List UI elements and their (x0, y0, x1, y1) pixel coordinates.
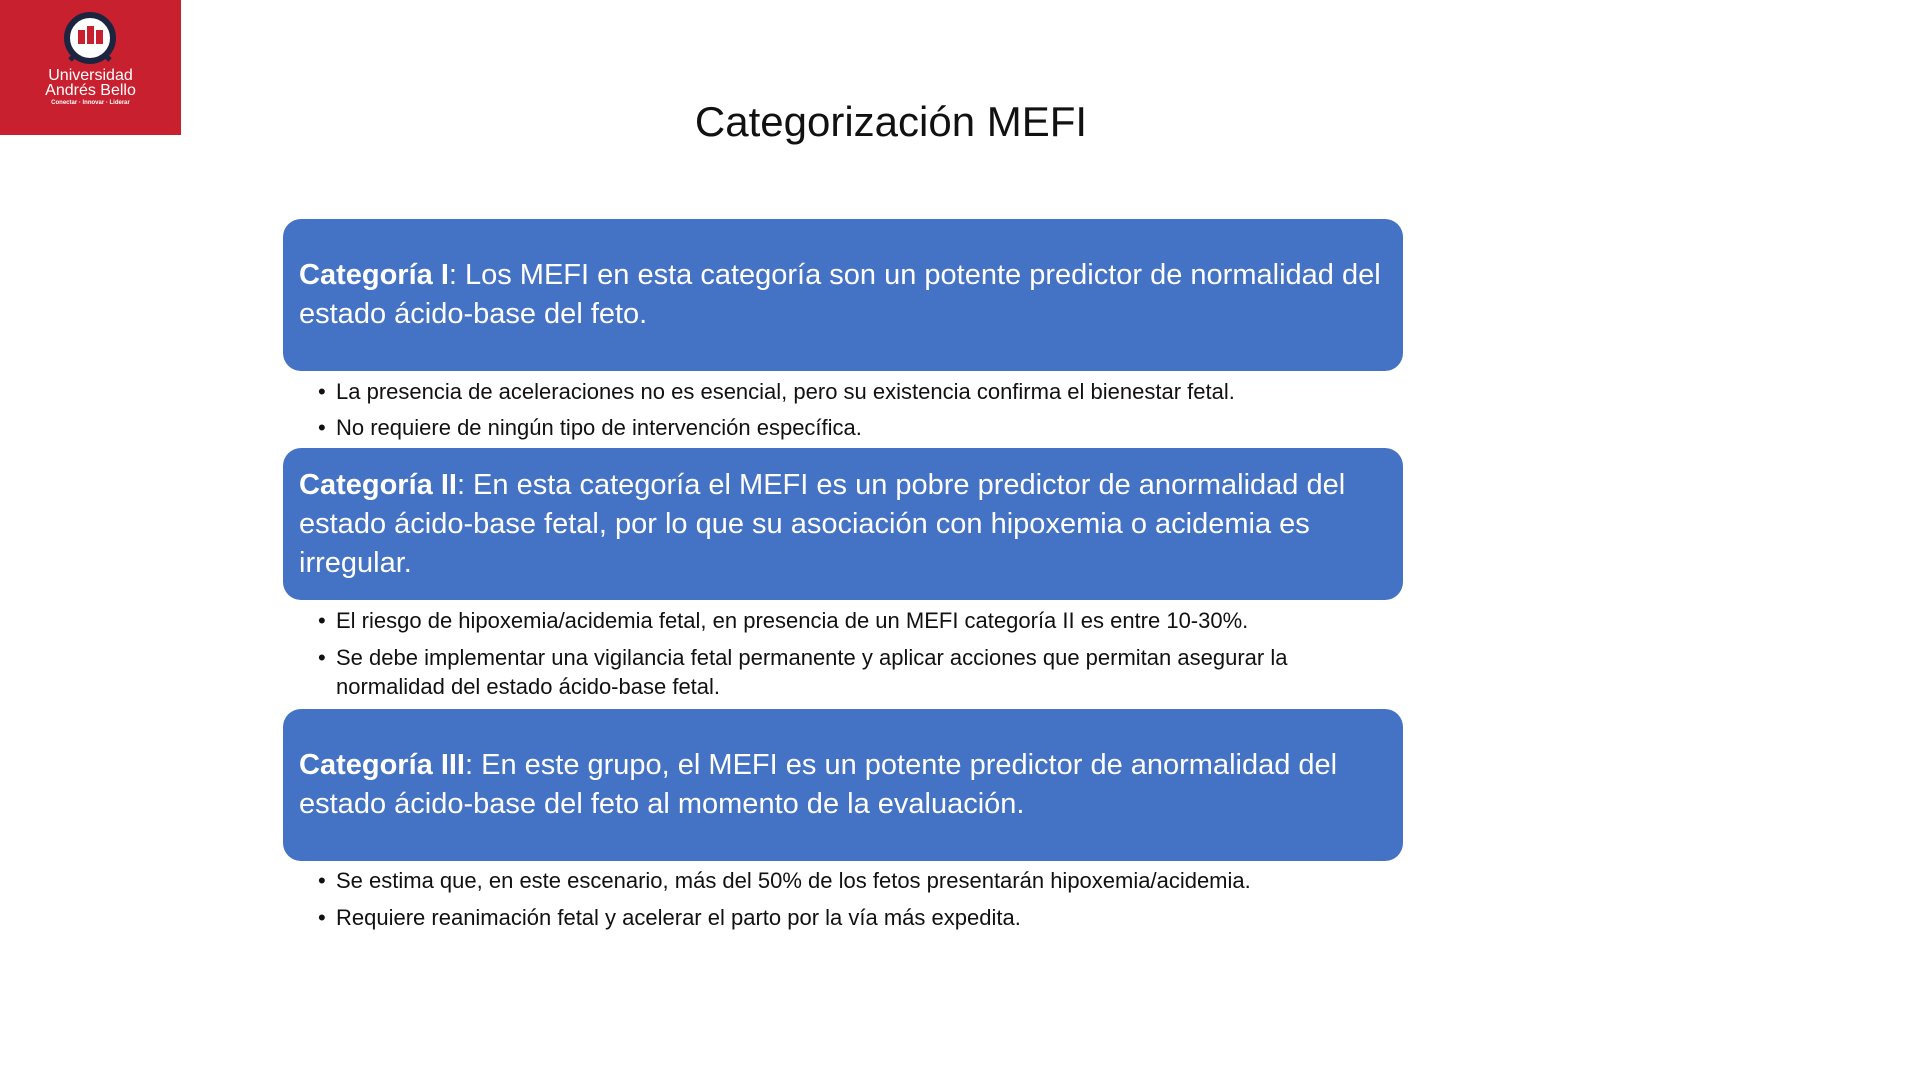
bullet-item: • El riesgo de hipoxemia/acidemia fetal, en presencia de un MEFI categoría II es entre 10-30%. (318, 606, 1388, 635)
category-1-box (283, 219, 1403, 371)
bullet-item: • Se estima que, en este escenario, más del 50% de los fetos presentarán hipoxemia/acidemia. (318, 866, 1388, 895)
logo-line1: Universidad (48, 67, 133, 84)
category-text: : Los MEFI en esta categoría son un potente predictor de normalidad del estado ácido-base del feto. (299, 259, 1381, 330)
category-text: : En este grupo, el MEFI es un potente predictor de anormalidad del estado ácido-base del feto al momento de la evaluación. (299, 749, 1338, 820)
category-label: Categoría II (299, 468, 457, 501)
category-text: : En esta categoría el MEFI es un pobre predictor de anormalidad del estado ácido-base fetal, por lo que su asociación con hipoxemia o acidemia es irregular. (299, 468, 1346, 579)
bullet-item: • Requiere reanimación fetal y acelerar el parto por la vía más expedita. (318, 903, 1388, 932)
logo-tagline: Conectar · Innovar · Liderar (51, 100, 130, 106)
slide-title: Categorización MEFI (694, 98, 1088, 145)
category-label: Categoría I (299, 259, 449, 291)
bullet-item: • No requiere de ningún tipo de intervención específica. (318, 413, 1388, 442)
category-3-box (283, 709, 1403, 861)
logo-emblem-icon (60, 12, 120, 68)
bullet-item: • Se debe implementar una vigilancia fetal permanente y aplicar acciones que permitan asegurar la normalidad del estado ácido-base fetal. (318, 643, 1388, 701)
logo-line2: Andrés Bello (45, 82, 136, 99)
category-label: Categoría III (299, 749, 465, 781)
bullet-item: • La presencia de aceleraciones no es esencial, pero su existencia confirma el bienestar fetal. (318, 377, 1388, 406)
category-2-box (283, 448, 1403, 600)
